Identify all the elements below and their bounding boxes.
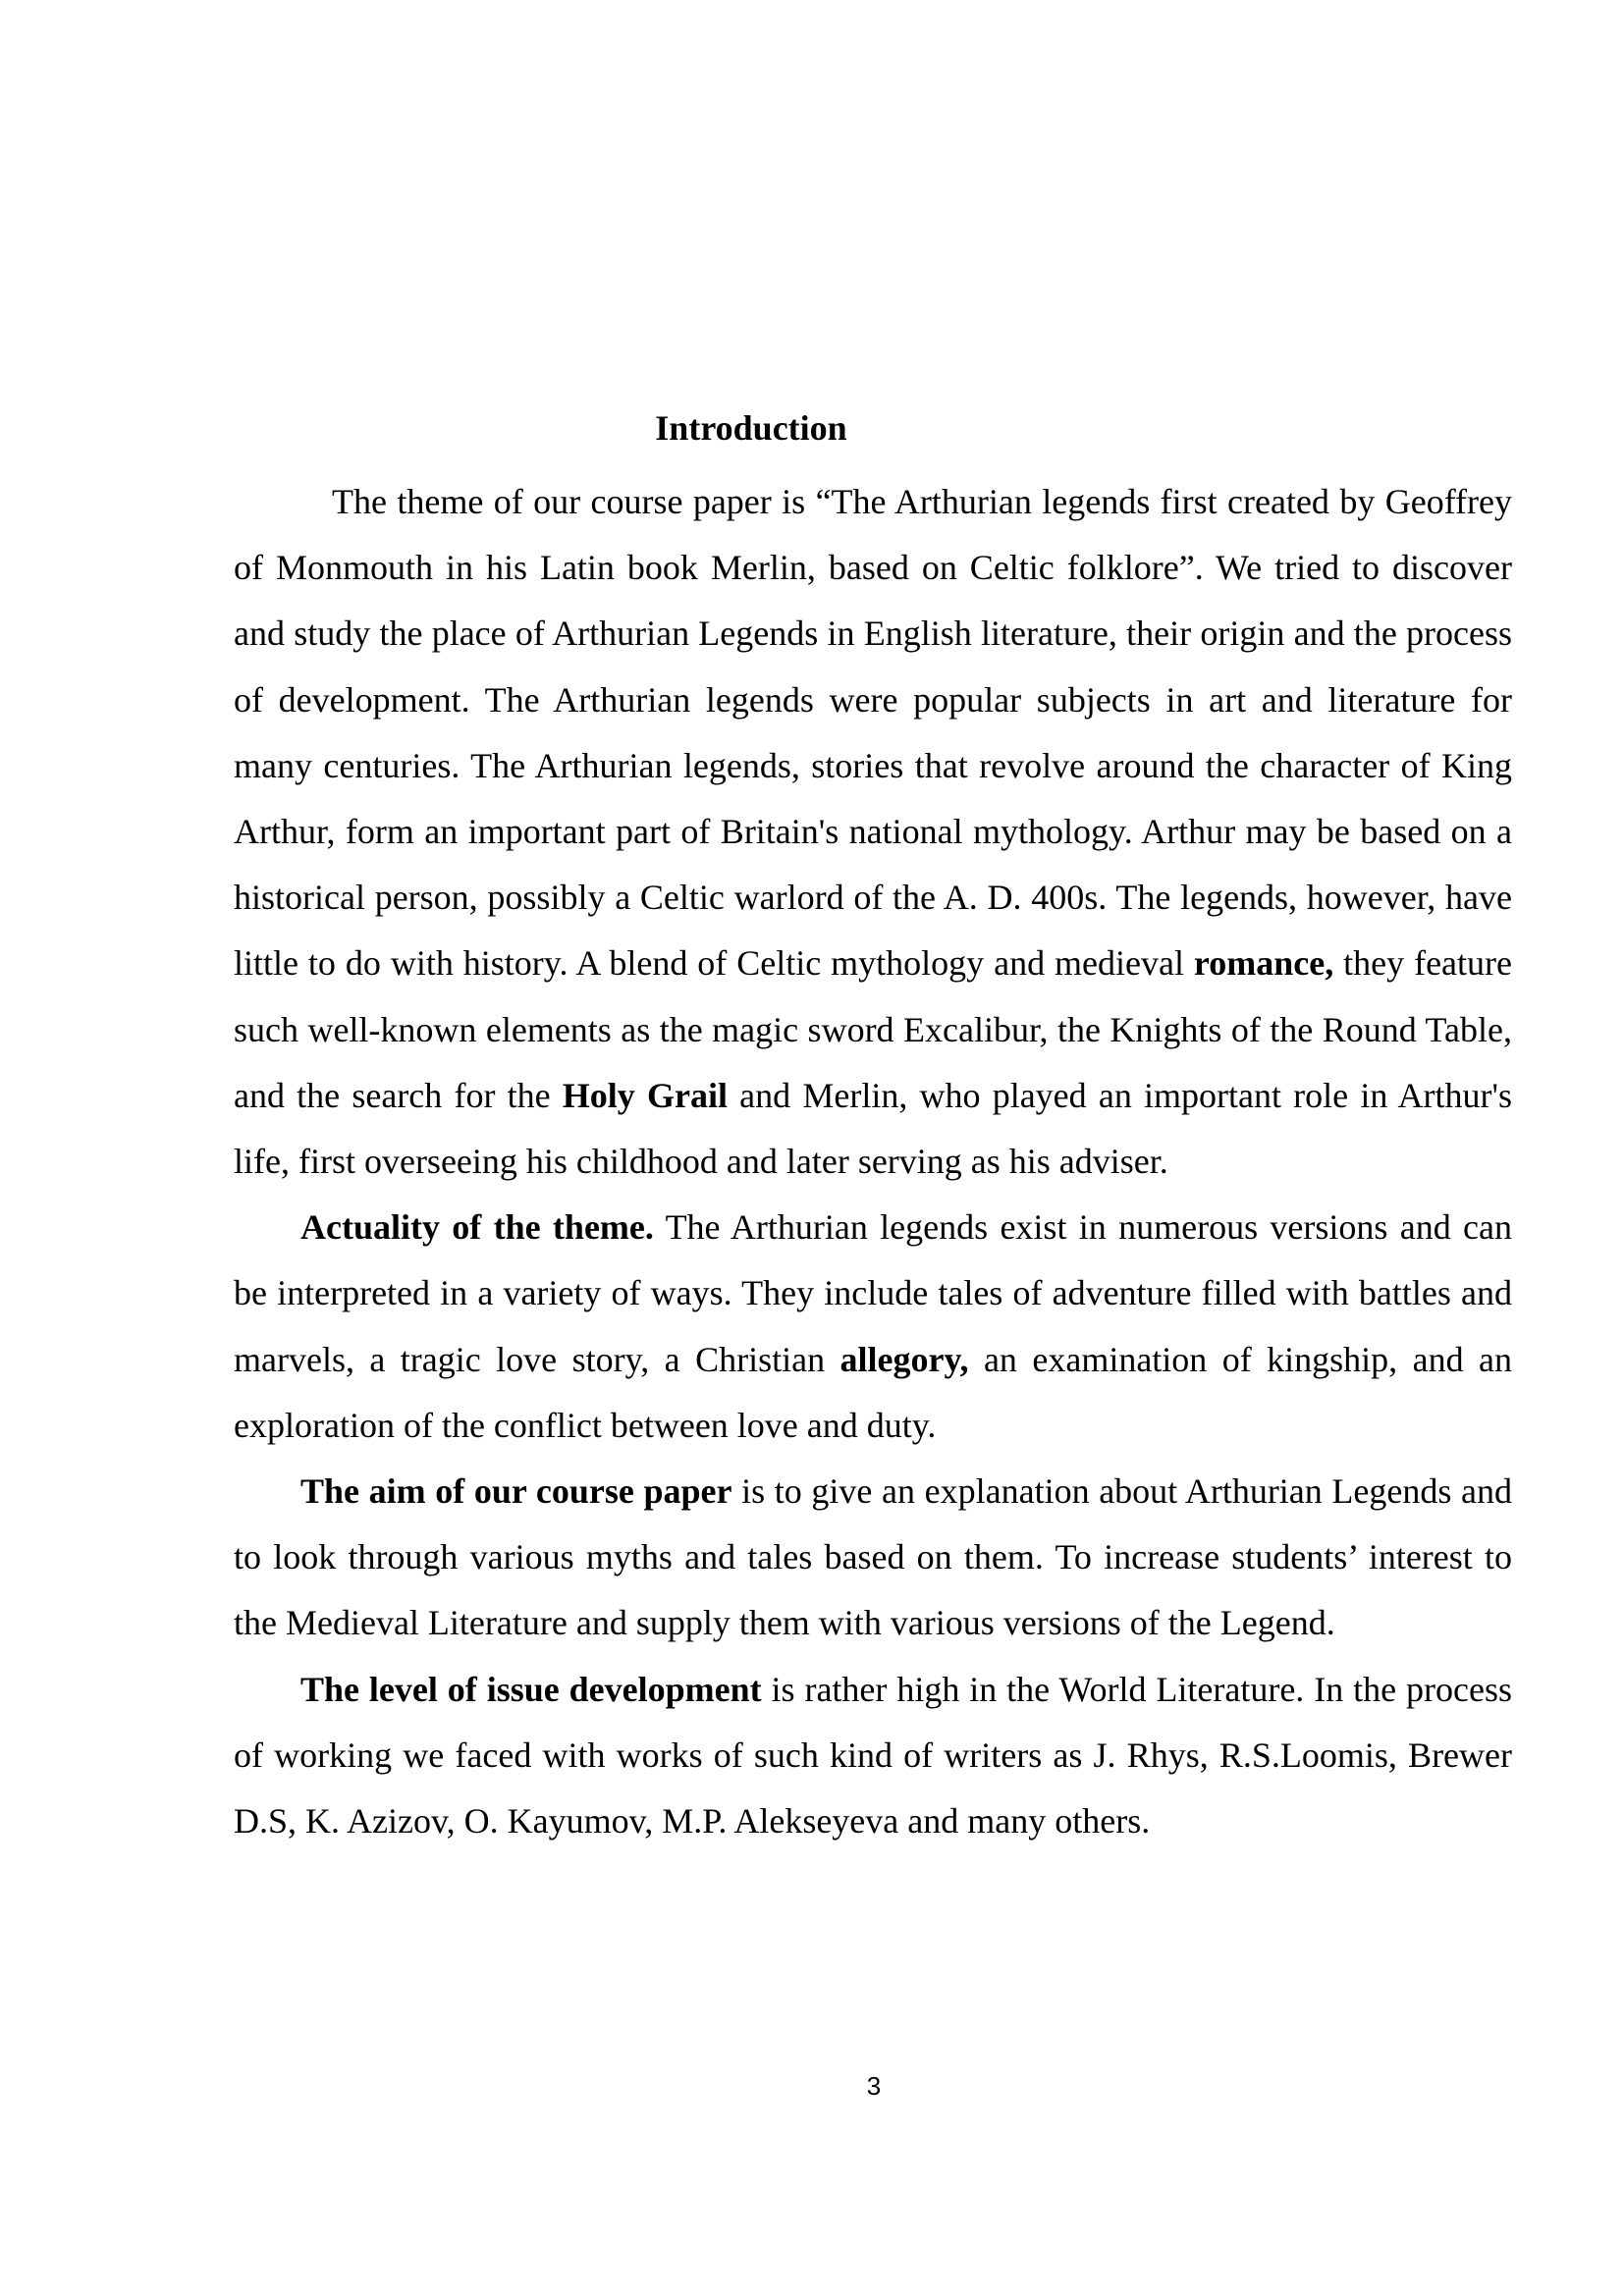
paragraph-aim bbox=[234, 1459, 1512, 1657]
term-allegory: allegory, bbox=[839, 1339, 969, 1379]
paragraph-level bbox=[234, 1657, 1512, 1855]
section-title: Introduction bbox=[655, 408, 847, 448]
paragraph-theme-text: The theme of our course paper is “The Arthurian legends first created by Geoffrey of Monmouth in his Latin book Merlin, based on Celtic folklore”. We tried to discover and study the place of Arthurian Legends in English literature, their origin and the process of development. The Arthurian legends were popular subjects in art and literature for many centuries. The Arthurian legends, stories that revolve around the character of King Arthur, form an important part of Britain's national mythology. Arthur may be based on a historical person, possibly a Celtic warlord of the A. D. 400s. The legends, however, have little to do with history. A blend of Celtic mythology and medieval bbox=[234, 482, 1512, 984]
page-number: 3 bbox=[866, 2071, 882, 2101]
paragraph-actuality bbox=[234, 1195, 1512, 1459]
paragraph-theme-text-2: they feature such well-known elements as the magic sword Excalibur, the Knights of the Round Table, and the search for the bbox=[234, 943, 1512, 1115]
heading-aim: The aim of our course paper bbox=[300, 1471, 732, 1512]
heading-level: The level of issue development bbox=[300, 1669, 762, 1709]
paragraph-level-text: is rather high in the World Literature. In the process of working we faced with works of such kind of writers as J. Rhys, R.S.Loomis, Brewer D.S, K. Azizov, O. Kayumov, M.P. Alekseyeva and many others. bbox=[234, 1669, 1512, 1842]
paragraph-theme-text-3: and Merlin, who played an important role in Arthur's life, first overseeing his childhood and later serving as his adviser. bbox=[234, 1075, 1512, 1182]
term-romance: romance, bbox=[1193, 943, 1334, 984]
paragraph-theme bbox=[234, 469, 1512, 1195]
paragraph-actuality-text-2: an examination of kingship, and an exploration of the conflict between love and duty. bbox=[234, 1339, 1512, 1445]
body-text bbox=[234, 469, 1512, 1854]
heading-actuality: Actuality of the theme. bbox=[300, 1207, 654, 1248]
paragraph-aim-text: is to give an explanation about Arthurian Legends and to look through various myths and tales based on them. To increase students’ interest to the Medieval Literature and supply them with various versions of the Legend. bbox=[234, 1471, 1512, 1643]
term-holy-grail: Holy Grail bbox=[562, 1075, 728, 1115]
paragraph-actuality-text: The Arthurian legends exist in numerous versions and can be interpreted in a variety of ways. They include tales of adventure filled with battles and marvels, a tragic love story, a Christian bbox=[234, 1207, 1512, 1379]
